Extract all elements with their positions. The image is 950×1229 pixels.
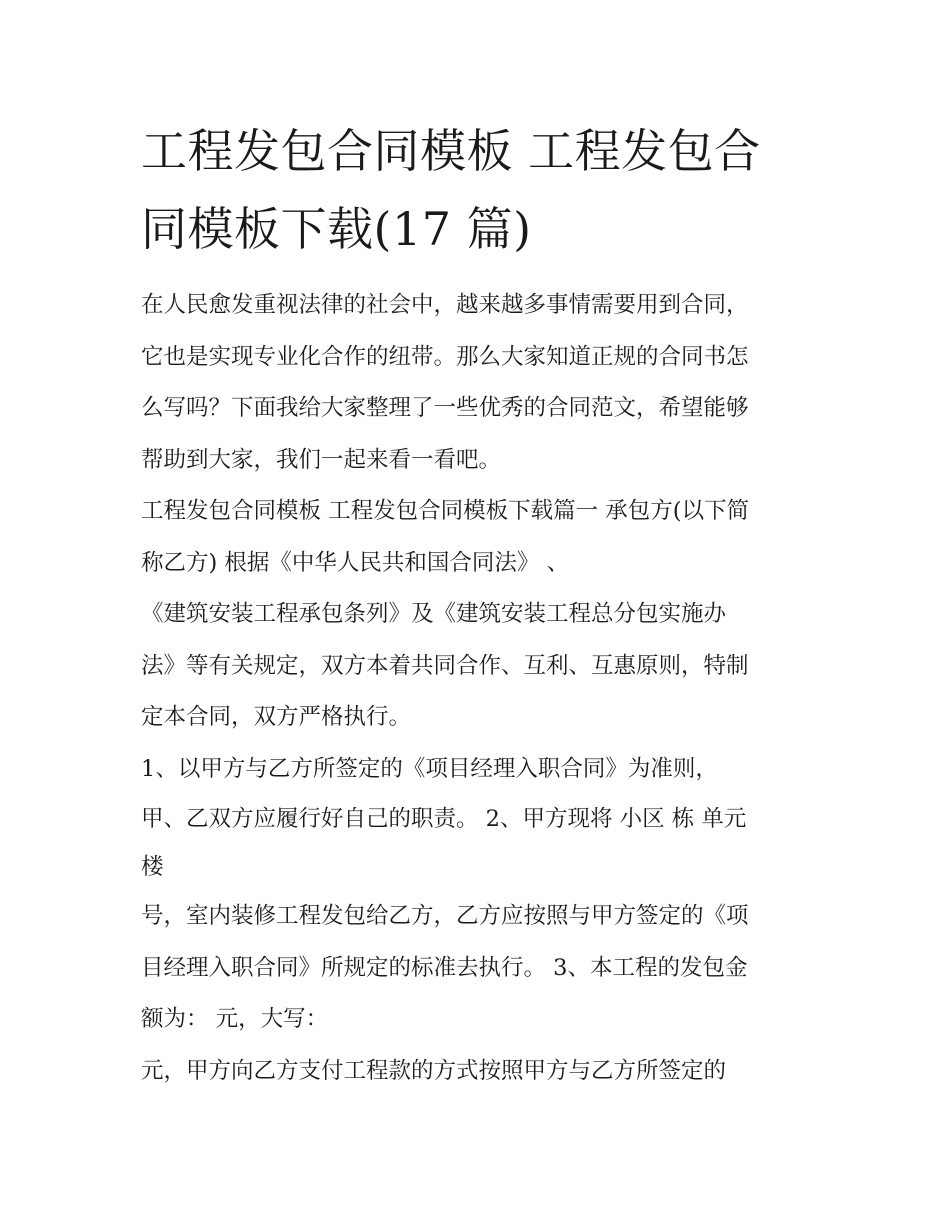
document-body [141, 280, 821, 1097]
body-line: 号，室内装修工程发包给乙方，乙方应按照与甲方签定的《项 [141, 903, 749, 929]
body-line: 目经理入职合同》所规定的标准去执行。 3、本工程的发包金 [141, 954, 748, 981]
title-line-2: 同模板下载(17 篇) [141, 202, 532, 256]
body-line: 么写吗？下面我给大家整理了一些优秀的合同范文，希望能够 [141, 395, 749, 421]
body-line: 甲、乙双方应履行好自己的职责。 2、甲方现将 小区 栋 单元 [141, 806, 747, 832]
body-line: 元，甲方向乙方支付工程款的方式按照甲方与乙方所签定的 [141, 1057, 727, 1084]
body-line: 在人民愈发重视法律的社会中，越来越多事情需要用到合同， [141, 292, 749, 318]
body-line: 帮助到大家，我们一起来看一看吧。 [141, 446, 502, 473]
body-line: 《建筑安装工程承包条列》及《建筑安装工程总分包实施办 [141, 601, 727, 627]
body-line: 工程发包合同模板 工程发包合同模板下载篇一 承包方(以下简 [141, 498, 750, 524]
body-line: 它也是实现专业化合作的纽带。那么大家知道正规的合同书怎 [141, 343, 749, 370]
document-title [141, 112, 821, 268]
document-page [141, 112, 821, 1097]
body-line: 额为： 元，大写： [141, 1006, 329, 1032]
body-line: 定本合同，双方严格执行。 [141, 704, 412, 730]
title-line-1: 工程发包合同模板 工程发包合 [141, 124, 761, 178]
body-line: 楼 [141, 854, 164, 880]
body-line: 1、以甲方与乙方所签定的《项目经理入职合同》为准则， [141, 755, 718, 782]
body-line: 法》等有关规定，双方本着共同合作、互利、互惠原则，特制 [141, 652, 749, 679]
body-line: 称乙方) 根据《中华人民共和国合同法》 、 [141, 549, 570, 576]
